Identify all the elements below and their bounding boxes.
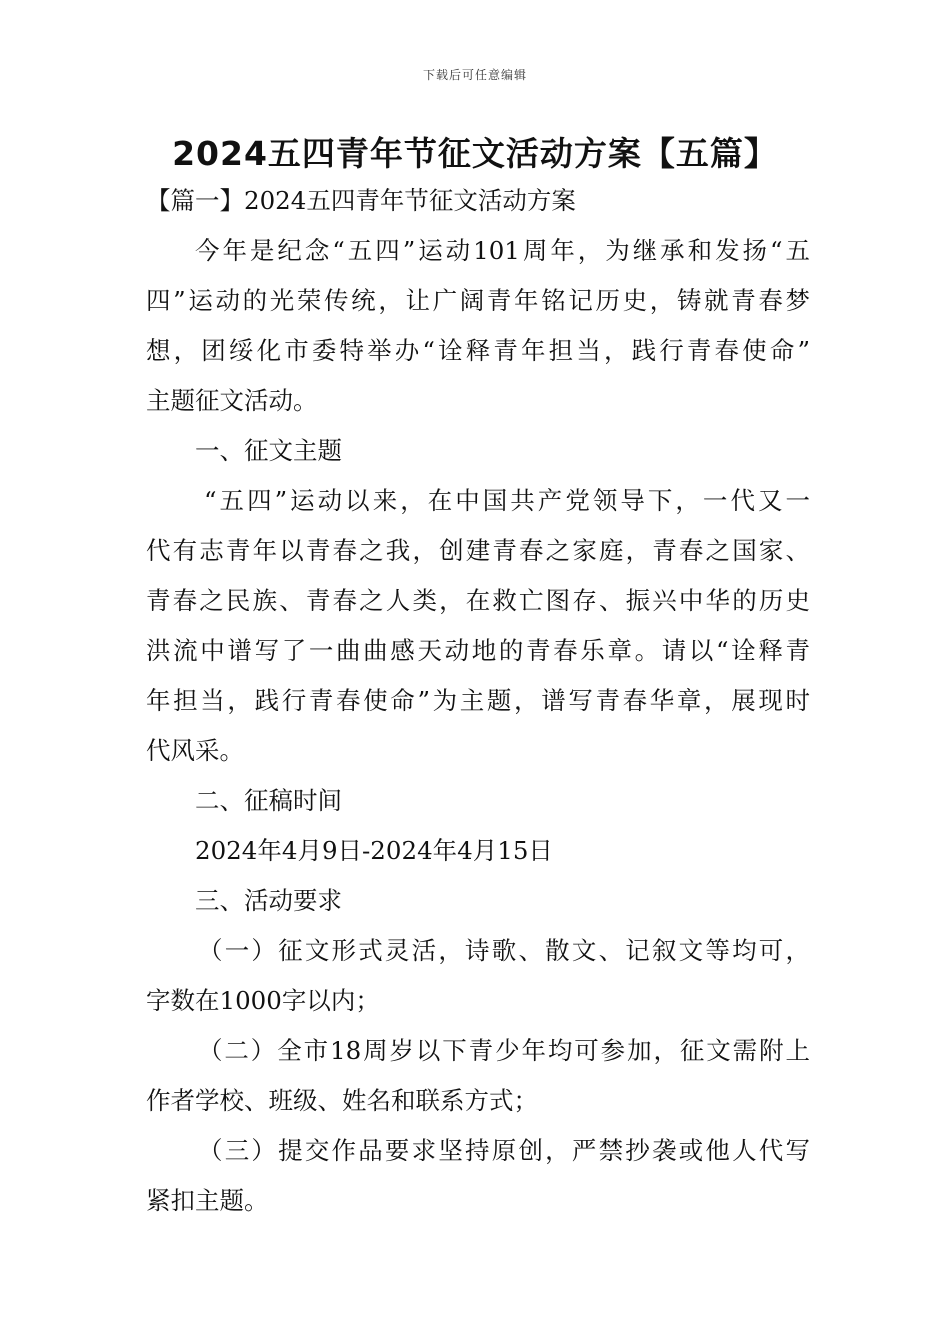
intro-line: 今年是纪念“五四”运动101周年，为继承和发扬“五 [195,236,810,265]
theme-line: 青春之民族、青春之人类，在救亡图存、振兴中华的历史 [146,586,810,615]
requirement-line: （三）提交作品要求坚持原创，严禁抄袭或他人代写 [198,1136,810,1165]
header-note: 下载后可任意编辑 [422,68,527,82]
document-body [146,176,810,1226]
requirement-line: （二）全市18周岁以下青少年均可参加，征文需附上 [198,1036,810,1065]
section-heading: 【篇一】2024五四青年节征文活动方案 [146,186,576,215]
heading-theme: 一、征文主题 [195,436,342,465]
theme-line: “五四”运动以来，在中国共产党领导下，一代又一 [204,486,810,515]
requirement-line: 字数在1000字以内； [146,986,380,1015]
requirement-line: 紧扣主题。 [146,1186,269,1215]
theme-line: 代有志青年以青春之我，创建青春之家庭，青春之国家、 [146,536,810,565]
document-title: 2024五四青年节征文活动方案【五篇】 [172,134,778,173]
theme-line: 洪流中谱写了一曲曲感天动地的青春乐章。请以“诠释青 [146,636,810,665]
intro-line: 想，团绥化市委特举办“诠释青年担当，践行青春使命” [146,336,810,365]
period-text: 2024年4月9日-2024年4月15日 [195,836,553,865]
theme-line: 年担当，践行青春使命”为主题，谱写青春华章，展现时 [146,686,810,715]
intro-line: 四”运动的光荣传统，让广阔青年铭记历史，铸就青春梦 [146,286,810,315]
requirement-line: 作者学校、班级、姓名和联系方式； [146,1086,538,1115]
requirement-line: （一）征文形式灵活，诗歌、散文、记叙文等均可， [198,936,810,965]
intro-line: 主题征文活动。 [146,386,318,415]
heading-requirements: 三、活动要求 [195,886,342,915]
theme-line: 代风采。 [146,736,244,765]
heading-period: 二、征稿时间 [195,786,342,815]
